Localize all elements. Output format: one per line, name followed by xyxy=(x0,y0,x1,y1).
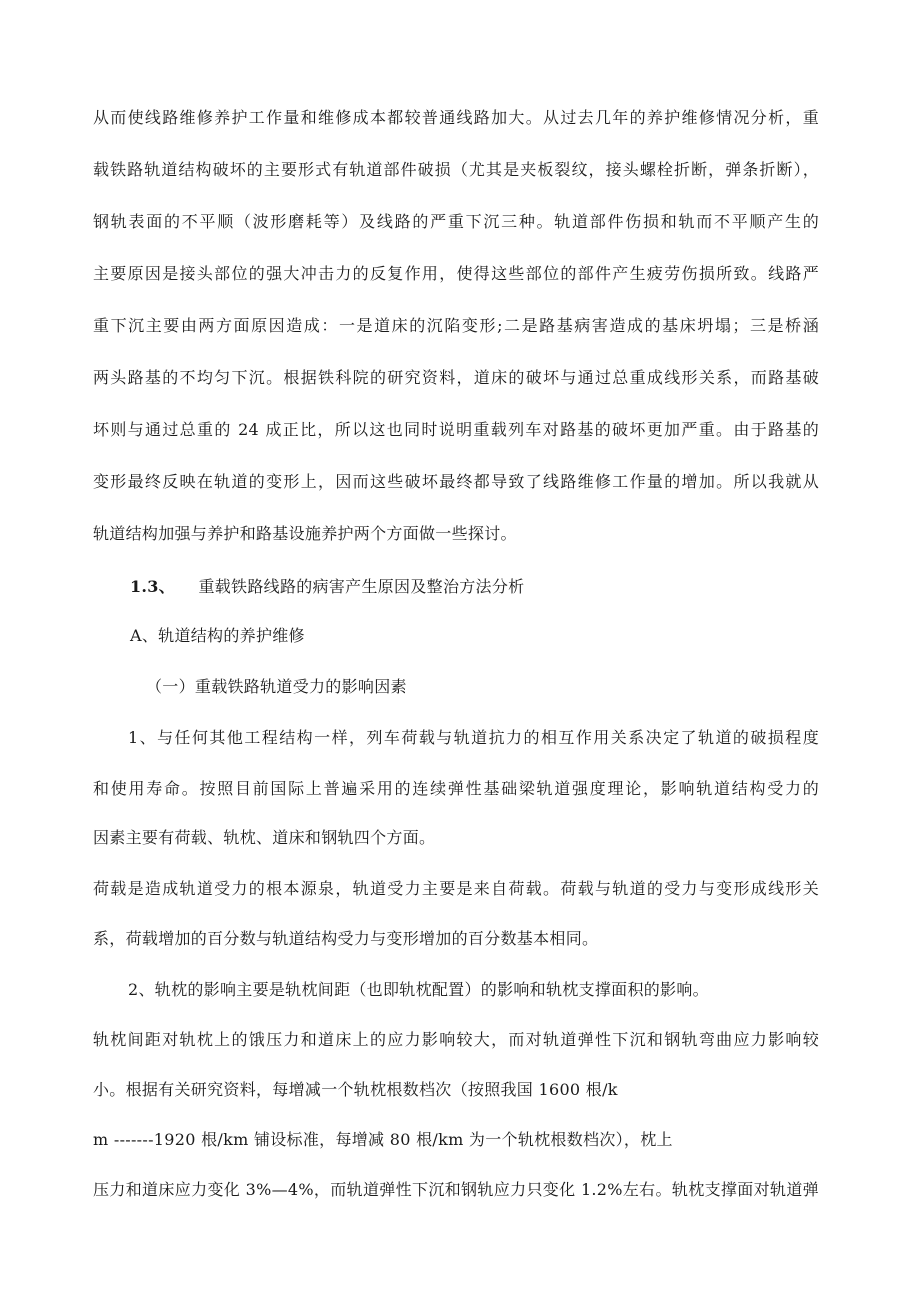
body-line: 荷载是造成轨道受力的根本源泉，轨道受力主要是来自荷载。荷载与轨道的受力与变形成线形关 xyxy=(93,879,819,898)
body-line: 主要原因是接头部位的强大冲击力的反复作用，使得这些部位的部件产生疲劳伤损所致。线路严 xyxy=(93,264,819,283)
body-line: 系，荷载增加的百分数与轨道结构受力与变形增加的百分数基本相同。 xyxy=(93,929,599,948)
section-title: 重载铁路线路的病害产生原因及整治方法分析 xyxy=(198,577,525,596)
body-line: 从而使线路维修养护工作量和维修成本都较普通线路加大。从过去几年的养护维修情况分析，重 xyxy=(93,108,819,127)
body-line: 轨枕间距对轨枕上的饿压力和道床上的应力影响较大，而对轨道弹性下沉和钢轨弯曲应力影响较 xyxy=(93,1030,819,1049)
body-line: 压力和道床应力变化 3%—4%，而轨道弹性下沉和钢轨应力只变化 1.2%左右。轨枕支撑面对轨道弹 xyxy=(93,1180,819,1199)
body-line: 变形最终反映在轨道的变形上，因而这些破坏最终都导致了线路维修工作量的增加。所以我就从 xyxy=(93,472,819,491)
body-line: 1、与任何其他工程结构一样，列车荷载与轨道抗力的相互作用关系决定了轨道的破损程度 xyxy=(128,728,819,747)
body-line: 钢轨表面的不平顺（波形磨耗等）及线路的严重下沉三种。轨道部件伤损和轨而不平顺产生的 xyxy=(93,212,819,231)
section-number: 1.3、 xyxy=(130,577,176,596)
body-line: 2、轨枕的影响主要是轨枕间距（也即轨枕配置）的影响和轨枕支撑面积的影响。 xyxy=(128,980,709,999)
body-line: m -------1920 根/km 铺设标准，每增减 80 根/km 为一个轨枕根数档次），枕上 xyxy=(93,1130,673,1149)
body-line: 载铁路轨道结构破坏的主要形式有轨道部件破损（尤其是夹板裂纹，接头螺栓折断，弹条折断）， xyxy=(93,160,819,179)
body-line: 因素主要有荷载、轨枕、道床和钢轨四个方面。 xyxy=(93,828,436,847)
body-line: 小。根据有关研究资料，每增减一个轨枕根数档次（按照我国 1600 根/k xyxy=(93,1080,618,1099)
body-line: 轨道结构加强与养护和路基设施养护两个方面做一些探讨。 xyxy=(93,524,517,543)
subheading-a: A、轨道结构的养护维修 xyxy=(130,626,305,645)
subheading-1: （一）重载铁路轨道受力的影响因素 xyxy=(146,677,407,696)
body-line: 坏则与通过总重的 24 成正比，所以这也同时说明重载列车对路基的破坏更加严重。由于路基的 xyxy=(93,420,819,439)
body-line: 重下沉主要由两方面原因造成：一是道床的沉陷变形;二是路基病害造成的基床坍塌；三是桥涵 xyxy=(93,316,819,335)
body-line: 两头路基的不均匀下沉。根据铁科院的研究资料，道床的破坏与通过总重成线形关系，而路基破 xyxy=(93,368,819,387)
body-line: 和使用寿命。按照目前国际上普遍采用的连续弹性基础梁轨道强度理论，影响轨道结构受力的 xyxy=(93,779,819,798)
section-heading xyxy=(130,577,524,597)
